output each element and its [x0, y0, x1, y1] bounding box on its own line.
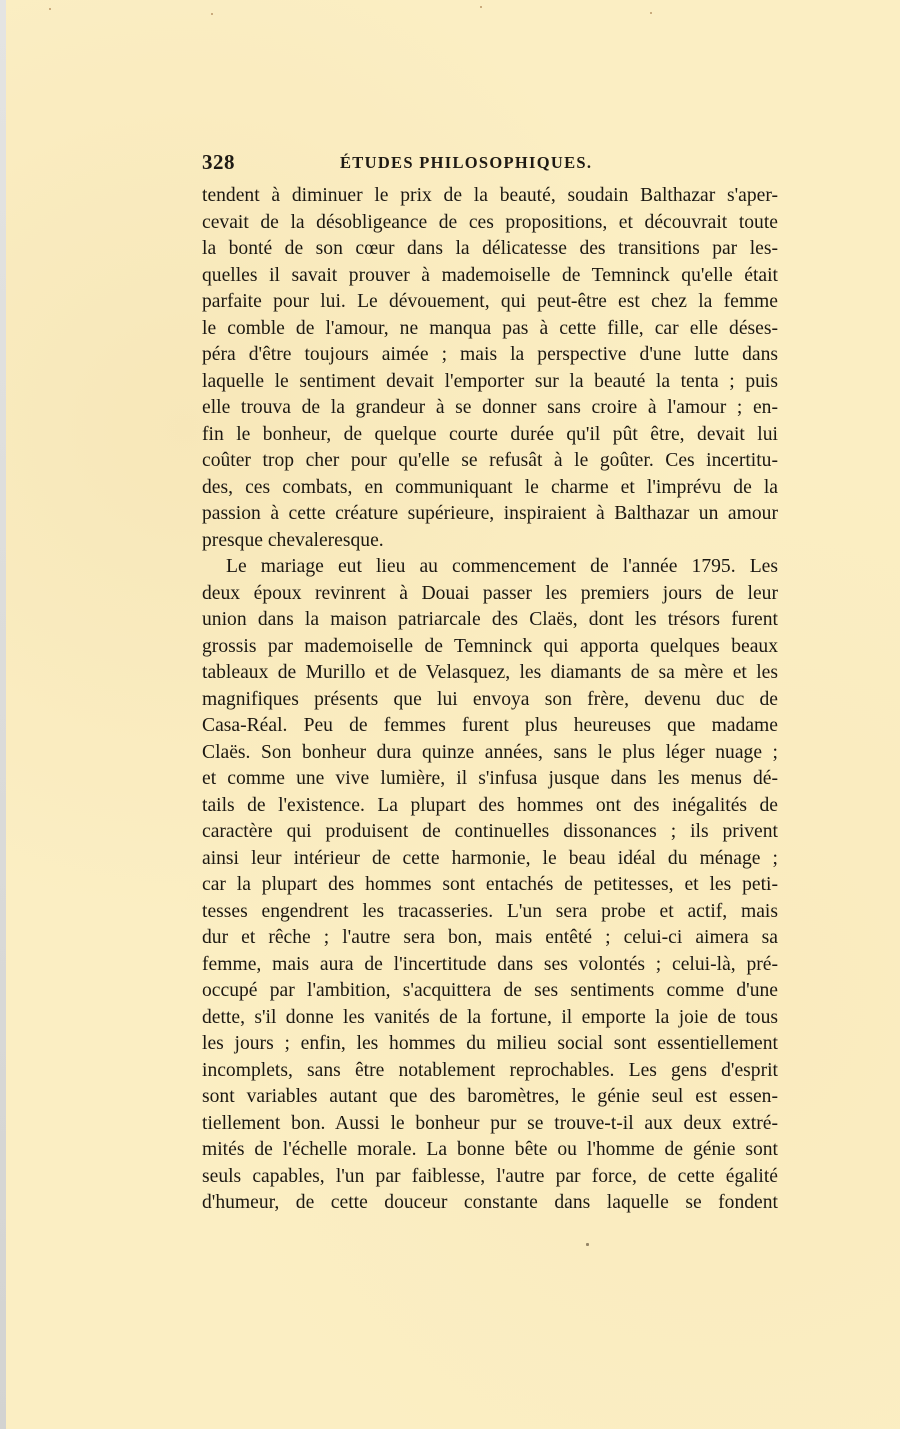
text-line: coûter trop cher pour qu'elle se refusât à le goûter. Ces incertitu-	[202, 450, 778, 471]
text-line: tesses engendrent les tracasseries. L'un sera probe et actif, mais	[202, 900, 778, 922]
text-line: presque chevaleresque.	[202, 529, 384, 551]
text-line: union dans la maison patriarcale des Claës, dont les trésors furent	[202, 609, 778, 630]
text-line: dur et rêche ; l'autre sera bon, mais entêté ; celui-ci aimera sa	[202, 927, 778, 948]
text-line: péra d'être toujours aimée ; mais la perspective d'une lutte dans	[202, 344, 778, 365]
paper-speck	[480, 6, 482, 8]
text-line: sont variables autant que des baromètres, le génie seul est essen-	[202, 1086, 778, 1107]
text-line: occupé par l'ambition, s'acquittera de ses sentiments comme d'une	[202, 980, 778, 1001]
text-line: des, ces combats, en communiquant le charme et l'imprévu de la	[202, 476, 778, 498]
body-text	[202, 183, 778, 1217]
text-line: elle trouva de la grandeur à se donner sans croire à l'amour ; en-	[202, 397, 778, 418]
text-line: la bonté de son cœur dans la délicatesse des transitions par les-	[202, 238, 778, 259]
text-line: le comble de l'amour, ne manqua pas à cette fille, car elle déses-	[202, 317, 778, 339]
text-line: passion à cette créature supérieure, inspiraient à Balthazar un amour	[202, 503, 778, 524]
text-line: caractère qui produisent de continuelles dissonances ; ils privent	[202, 821, 778, 842]
text-line: ainsi leur intérieur de cette harmonie, le beau idéal du ménage ;	[202, 847, 778, 869]
text-line: deux époux revinrent à Douai passer les premiers jours de leur	[202, 582, 778, 604]
text-line: femme, mais aura de l'incertitude dans ses volontés ; celui-là, pré-	[202, 953, 778, 975]
text-line: Claës. Son bonheur dura quinze années, sans le plus léger nuage ;	[202, 741, 778, 763]
paragraph	[202, 554, 778, 1217]
text-line: d'humeur, de cette douceur constante dans laquelle se fondent	[202, 1192, 778, 1213]
text-line: fin le bonheur, de quelque courte durée qu'il pût être, devait lui	[202, 423, 778, 445]
text-line: les jours ; enfin, les hommes du milieu social sont essentiellement	[202, 1033, 778, 1054]
paper-speck	[211, 13, 213, 15]
running-title: ÉTUDES PHILOSOPHIQUES.	[340, 153, 593, 172]
text-line: car la plupart des hommes sont entachés de petitesses, et les peti-	[202, 874, 778, 895]
page-number: 328	[202, 150, 235, 174]
text-line: tiellement bon. Aussi le bonheur pur se trouve-t-il aux deux extré-	[202, 1112, 778, 1134]
text-line: tableaux de Murillo et de Velasquez, les diamants de sa mère et les	[202, 662, 778, 683]
paper-speck	[49, 8, 51, 10]
text-line: magnifiques présents que lui envoya son frère, devenu duc de	[202, 688, 778, 710]
paragraph	[202, 183, 778, 554]
paper-speck	[586, 1243, 589, 1246]
text-line: et comme une vive lumière, il s'infusa jusque dans les menus dé-	[202, 768, 778, 789]
running-head	[202, 150, 778, 178]
text-line: seuls capables, l'un par faiblesse, l'autre par force, de cette égalité	[202, 1165, 778, 1187]
text-line: cevait de la désobligeance de ces propositions, et découvrait toute	[202, 211, 778, 233]
text-line: Casa-Réal. Peu de femmes furent plus heureuses que madame	[202, 715, 778, 736]
text-line: incomplets, sans être notablement reprochables. Les gens d'esprit	[202, 1059, 778, 1081]
text-line: tails de l'existence. La plupart des hommes ont des inégalités de	[202, 794, 778, 816]
text-line: tendent à diminuer le prix de la beauté, soudain Balthazar s'aper-	[202, 185, 778, 206]
text-line: grossis par mademoiselle de Temninck qui apporta quelques beaux	[202, 635, 778, 657]
text-line: quelles il savait prouver à mademoiselle de Temninck qu'elle était	[202, 264, 778, 286]
text-line: mités de l'échelle morale. La bonne bête ou l'homme de génie sont	[202, 1139, 778, 1160]
text-line: dette, s'il donne les vanités de la fortune, il emporte la joie de tous	[202, 1006, 778, 1028]
text-line: laquelle le sentiment devait l'emporter sur la beauté la tenta ; puis	[202, 370, 778, 392]
text-line: parfaite pour lui. Le dévouement, qui peut-être est chez la femme	[202, 291, 778, 312]
paper-speck	[650, 12, 652, 14]
text-line: Le mariage eut lieu au commencement de l'année 1795. Les	[226, 556, 778, 577]
